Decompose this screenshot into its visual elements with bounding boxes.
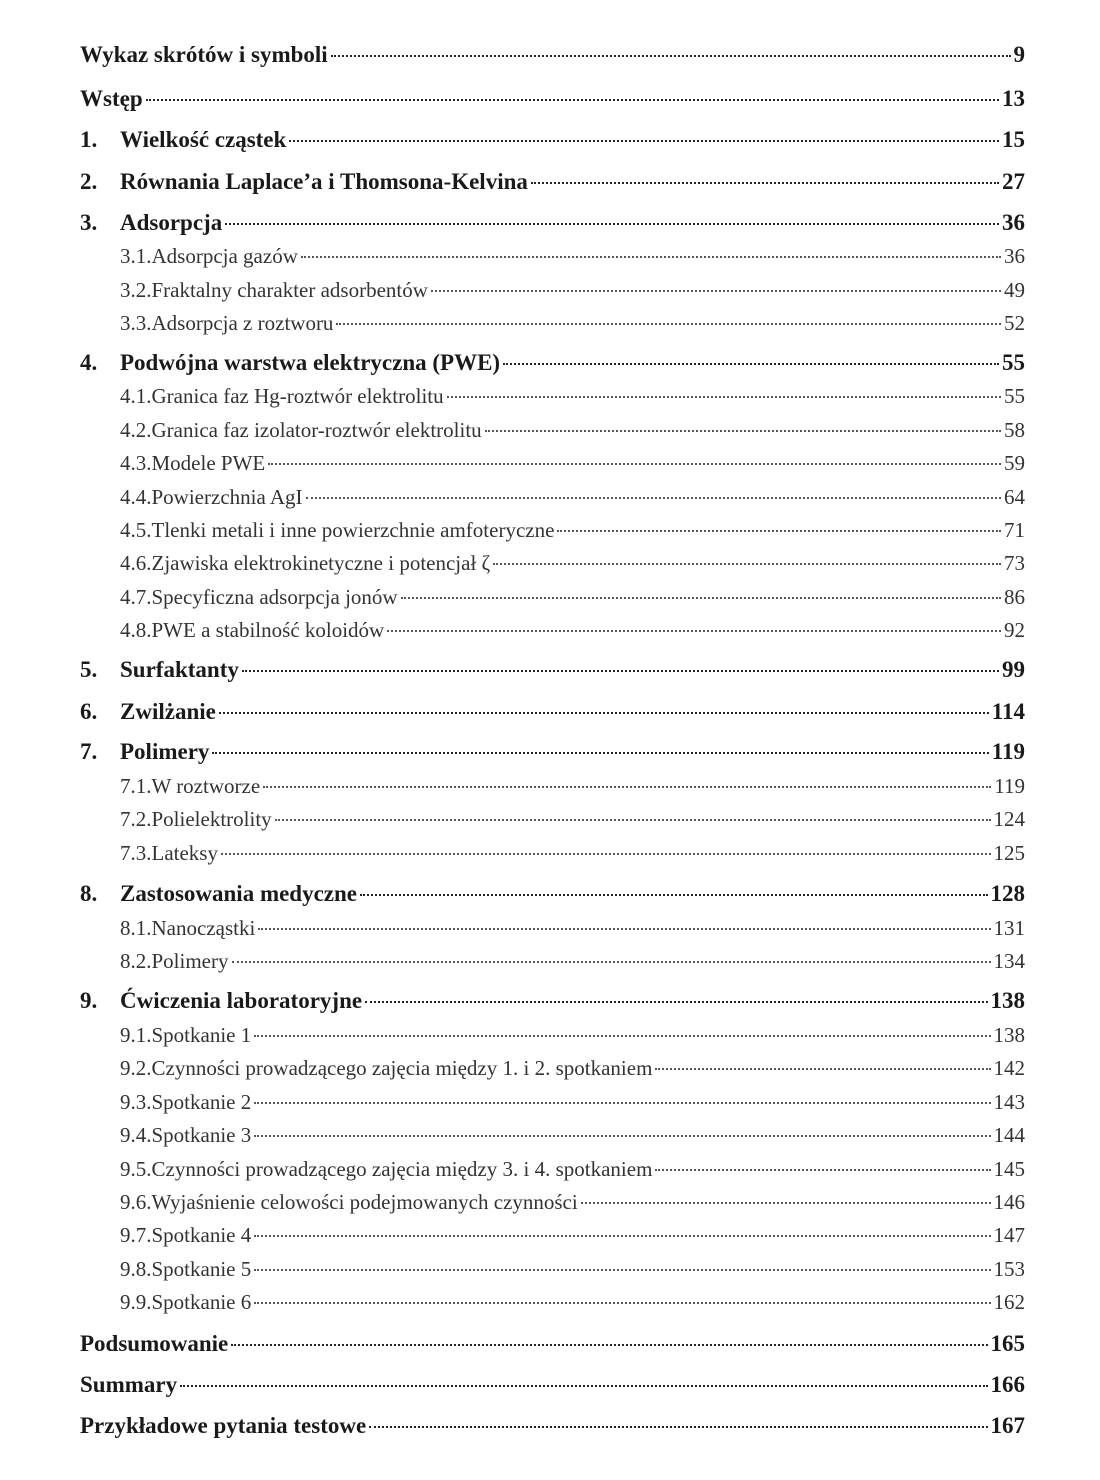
toc-entry-number: 1.: [80, 127, 98, 152]
toc-entry-title: Równania Laplace’a i Thomsona-Kelvina: [120, 169, 528, 194]
dot-leader: [503, 363, 999, 365]
toc-entry-page: 49: [1004, 278, 1025, 302]
toc-entry-title: Wielkość cząstek: [120, 127, 287, 152]
toc-subentry: [80, 1090, 1025, 1115]
toc-subentry: [80, 1023, 1025, 1048]
toc-entry-title: Fraktalny charakter adsorbentów: [151, 278, 428, 302]
toc-entry-number: 9.2.: [120, 1056, 152, 1080]
toc-entry-page: 143: [993, 1090, 1025, 1114]
dot-leader: [254, 1135, 990, 1137]
toc-entry-title: Przykładowe pytania testowe: [80, 1413, 367, 1438]
toc-entry-page: 55: [1002, 350, 1025, 375]
dot-leader: [254, 1235, 990, 1237]
toc-entry-number: 5.: [80, 657, 98, 682]
toc-entry-number: 9.7.: [120, 1223, 152, 1247]
dot-leader: [369, 1426, 987, 1428]
toc-subentry: [80, 585, 1025, 610]
toc-entry-number: 7.1.: [120, 774, 152, 798]
dot-leader: [531, 182, 999, 184]
dot-leader: [581, 1202, 991, 1204]
toc-entry-number: 9.1.: [120, 1023, 152, 1047]
toc-entry: [80, 127, 1025, 153]
toc-entry-page: 147: [993, 1223, 1025, 1247]
toc-subentry: [80, 807, 1025, 832]
toc-entry-page: 128: [990, 881, 1025, 906]
toc-subentry: [80, 1157, 1025, 1182]
toc-subentry: [80, 949, 1025, 974]
dot-leader: [365, 1001, 987, 1003]
toc-entry-title: Surfaktanty: [120, 657, 239, 682]
toc-entry-title: Powierzchnia AgI: [151, 485, 303, 509]
dot-leader: [431, 290, 1001, 292]
toc-subentry: [80, 244, 1025, 269]
toc-subentry: [80, 1190, 1025, 1215]
toc-entry: [80, 739, 1025, 765]
toc-entry: [80, 350, 1025, 376]
toc-entry-page: 119: [991, 739, 1025, 764]
toc-entry-number: 7.2.: [120, 807, 152, 831]
toc-subentry: [80, 1290, 1025, 1315]
toc-subentry: [80, 1056, 1025, 1081]
toc-entry-page: 59: [1004, 451, 1025, 475]
dot-leader: [557, 530, 1001, 532]
toc-entry-page: 92: [1004, 618, 1025, 642]
toc-entry-number: 9.: [80, 988, 98, 1013]
toc-entry-number: 2.: [80, 169, 98, 194]
toc-entry-number: 4.1.: [120, 384, 152, 408]
dot-leader: [231, 1344, 987, 1346]
toc-entry-number: 3.2.: [120, 278, 152, 302]
toc-entry-page: 13: [1002, 86, 1025, 111]
dot-leader: [219, 712, 989, 714]
toc-subentry: [80, 485, 1025, 510]
dot-leader: [180, 1385, 987, 1387]
toc-entry: [80, 1372, 1025, 1398]
toc-entry-title: Ćwiczenia laboratoryjne: [120, 988, 363, 1013]
toc-entry-page: 162: [993, 1290, 1025, 1314]
toc-entry-title: Spotkanie 1: [151, 1023, 252, 1047]
toc-entry: [80, 42, 1025, 68]
dot-leader: [146, 99, 999, 101]
toc-entry-title: Wykaz skrótów i symboli: [80, 42, 328, 67]
dot-leader: [360, 894, 987, 896]
dot-leader: [387, 630, 1001, 632]
toc-entry-title: Granica faz Hg-roztwór elektrolitu: [151, 384, 444, 408]
toc-entry-page: 144: [993, 1123, 1025, 1147]
toc-entry-page: 114: [991, 699, 1025, 724]
dot-leader: [331, 55, 1011, 57]
toc-entry-title: Podwójna warstwa elektryczna (PWE): [120, 350, 501, 375]
toc-entry: [80, 86, 1025, 112]
toc-entry-title: Zwilżanie: [120, 699, 216, 724]
toc-entry-number: 3.: [80, 210, 98, 235]
toc-entry-number: 9.4.: [120, 1123, 152, 1147]
toc-entry-number: 8.2.: [120, 949, 152, 973]
dot-leader: [655, 1169, 990, 1171]
toc-entry-number: 9.5.: [120, 1157, 152, 1181]
toc-entry-title: Adsorpcja z roztworu: [151, 311, 334, 335]
toc-entry: [80, 699, 1025, 725]
toc-entry-page: 9: [1013, 42, 1025, 67]
toc-entry-number: 9.6.: [120, 1190, 152, 1214]
toc-entry-number: 4.5.: [120, 518, 152, 542]
dot-leader: [401, 597, 1001, 599]
toc-entry-title: Podsumowanie: [80, 1331, 229, 1356]
toc-entry-number: 4.3.: [120, 451, 152, 475]
toc-entry-title: Polimery: [151, 949, 229, 973]
toc-entry-page: 99: [1002, 657, 1025, 682]
toc-entry-page: 55: [1004, 384, 1025, 408]
toc-subentry: [80, 384, 1025, 409]
toc-entry-number: 9.8.: [120, 1257, 152, 1281]
toc-entry-number: 4.: [80, 350, 98, 375]
toc-entry-page: 64: [1004, 485, 1025, 509]
dot-leader: [254, 1035, 990, 1037]
dot-leader: [225, 223, 999, 225]
toc-entry-number: 4.6.: [120, 551, 152, 575]
toc-entry-title: Nanocząstki: [151, 916, 256, 940]
toc-subentry: [80, 551, 1025, 576]
toc-entry: [80, 988, 1025, 1014]
toc-entry-number: 7.3.: [120, 841, 152, 865]
toc-entry-page: 36: [1004, 244, 1025, 268]
toc-entry: [80, 1331, 1025, 1357]
toc-entry-title: Spotkanie 2: [151, 1090, 252, 1114]
toc-subentry: [80, 278, 1025, 303]
dot-leader: [254, 1302, 990, 1304]
toc-subentry: [80, 774, 1025, 799]
toc-entry-number: 4.8.: [120, 618, 152, 642]
toc-entry-title: W roztworze: [151, 774, 261, 798]
toc-entry-page: 119: [994, 774, 1025, 798]
toc-entry-number: 8.: [80, 881, 98, 906]
toc-entry-page: 15: [1002, 127, 1025, 152]
toc-entry-page: 167: [990, 1413, 1025, 1438]
toc-entry-title: Spotkanie 6: [151, 1290, 252, 1314]
toc-entry-number: 4.2.: [120, 418, 152, 442]
toc-entry: [80, 881, 1025, 907]
toc-entry: [80, 169, 1025, 195]
toc-entry-number: 3.3.: [120, 311, 152, 335]
dot-leader: [447, 396, 1001, 398]
toc-entry-page: 138: [993, 1023, 1025, 1047]
dot-leader: [268, 463, 1001, 465]
dot-leader: [263, 786, 991, 788]
toc-entry-title: Spotkanie 4: [151, 1223, 252, 1247]
toc-entry-title: Polielektrolity: [151, 807, 272, 831]
toc-entry-page: 125: [993, 841, 1025, 865]
dot-leader: [336, 323, 1001, 325]
toc-entry-number: 9.9.: [120, 1290, 152, 1314]
toc-entry-title: Spotkanie 3: [151, 1123, 252, 1147]
toc-entry-page: 131: [993, 916, 1025, 940]
toc-subentry: [80, 518, 1025, 543]
toc-entry-page: 142: [993, 1056, 1025, 1080]
toc-entry-page: 71: [1004, 518, 1025, 542]
toc-entry: [80, 657, 1025, 683]
dot-leader: [289, 140, 999, 142]
toc-entry-number: 4.4.: [120, 485, 152, 509]
dot-leader: [254, 1102, 990, 1104]
toc-subentry: [80, 618, 1025, 643]
toc-entry-page: 86: [1004, 585, 1025, 609]
toc-subentry: [80, 841, 1025, 866]
toc-entry-title: PWE a stabilność koloidów: [151, 618, 385, 642]
toc-entry-title: Spotkanie 5: [151, 1257, 252, 1281]
toc-entry-title: Zjawiska elektrokinetyczne i potencjał ζ: [151, 551, 491, 575]
toc-entry-title: Zastosowania medyczne: [120, 881, 358, 906]
toc-entry-number: 8.1.: [120, 916, 152, 940]
dot-leader: [212, 752, 988, 754]
toc-entry-number: 7.: [80, 739, 98, 764]
dot-leader: [242, 670, 999, 672]
toc-entry-title: Specyficzna adsorpcja jonów: [151, 585, 398, 609]
dot-leader: [655, 1068, 990, 1070]
toc-entry-number: 9.3.: [120, 1090, 152, 1114]
toc-entry-title: Granica faz izolator-roztwór elektrolitu: [151, 418, 482, 442]
toc-entry-number: 6.: [80, 699, 98, 724]
toc-entry-page: 52: [1004, 311, 1025, 335]
toc-entry-number: 3.1.: [120, 244, 152, 268]
dot-leader: [232, 961, 991, 963]
toc-entry-title: Adsorpcja gazów: [151, 244, 298, 268]
toc-entry: [80, 1413, 1025, 1439]
toc-entry-page: 138: [990, 988, 1025, 1013]
toc-entry-title: Czynności prowadzącego zajęcia między 3. i 4. spotkaniem: [151, 1157, 653, 1181]
toc-entry-title: Tlenki metali i inne powierzchnie amfoteryczne: [151, 518, 555, 542]
toc-entry-title: Adsorpcja: [120, 210, 223, 235]
toc-entry-page: 165: [990, 1331, 1025, 1356]
dot-leader: [254, 1269, 990, 1271]
dot-leader: [485, 430, 1001, 432]
toc-entry-page: 134: [993, 949, 1025, 973]
toc-entry-page: 124: [993, 807, 1025, 831]
dot-leader: [301, 256, 1001, 258]
toc-entry-title: Polimery: [120, 739, 210, 764]
toc-entry-page: 153: [993, 1257, 1025, 1281]
toc-entry-page: 36: [1002, 210, 1025, 235]
toc-entry-title: Wstęp: [80, 86, 143, 111]
toc-entry-page: 73: [1004, 551, 1025, 575]
dot-leader: [493, 563, 1001, 565]
toc-subentry: [80, 311, 1025, 336]
toc-entry-title: Lateksy: [151, 841, 218, 865]
toc-entry-number: 4.7.: [120, 585, 152, 609]
dot-leader: [221, 853, 991, 855]
dot-leader: [306, 497, 1001, 499]
toc-entry-title: Modele PWE: [151, 451, 266, 475]
toc-entry-page: 145: [993, 1157, 1025, 1181]
dot-leader: [258, 928, 990, 930]
toc-subentry: [80, 418, 1025, 443]
toc-subentry: [80, 916, 1025, 941]
toc-entry-title: Czynności prowadzącego zajęcia między 1. i 2. spotkaniem: [151, 1056, 653, 1080]
toc-entry-page: 27: [1002, 169, 1025, 194]
toc-entry-title: Summary: [80, 1372, 178, 1397]
toc-entry: [80, 210, 1025, 236]
toc-subentry: [80, 1123, 1025, 1148]
toc-subentry: [80, 451, 1025, 476]
toc-subentry: [80, 1223, 1025, 1248]
toc-subentry: [80, 1257, 1025, 1282]
toc-entry-page: 146: [993, 1190, 1025, 1214]
dot-leader: [275, 819, 991, 821]
toc-entry-title: Wyjaśnienie celowości podejmowanych czynności: [151, 1190, 578, 1214]
toc-entry-page: 58: [1004, 418, 1025, 442]
toc-entry-page: 166: [990, 1372, 1025, 1397]
